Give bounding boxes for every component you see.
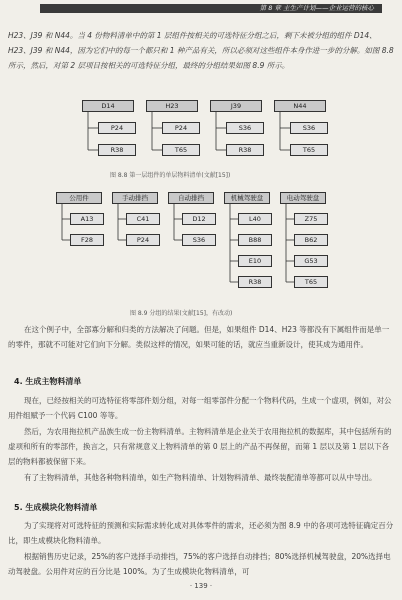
fig89-child-node: B62 xyxy=(294,234,328,246)
fig89-child-node: P24 xyxy=(126,234,160,246)
fig88-parent-node: H23 xyxy=(146,100,198,112)
section-5-heading: 5. 生成模块化物料清单 xyxy=(14,503,98,512)
fig89-child-node: S36 xyxy=(182,234,216,246)
fig89-child-node: G53 xyxy=(294,255,328,267)
fig89-child-node: E10 xyxy=(238,255,272,267)
paragraph-modular-bom-1: 为了实现将对可选特征的预测和实际需求转化成对具体零件的需求，还必须为图 8.9 中的各项可选特征确定百分比，即生成模块化物料清单。 xyxy=(8,521,394,545)
fig88-child-node: P24 xyxy=(162,122,200,134)
fig88-parent-node: D14 xyxy=(82,100,134,112)
fig89-parent-node: 手动排挡 xyxy=(112,192,158,204)
fig88-child-node: R38 xyxy=(226,144,264,156)
fig89-child-node: D12 xyxy=(182,213,216,225)
paragraph-master-bom-2: 然后，为农用拖拉机产品族生成一份主物料清单。主物料清单是企业关于农用拖拉机的数据库，其中包括所有的虚项和所有的零部件，换言之，只有常规意义上物料清单的第 0 层上的产品不再保留，而第 1 层以及第 1 层以下各层的物料都被保留下来。 xyxy=(8,427,392,466)
fig89-child-node: R38 xyxy=(238,276,272,288)
header-text: 第 8 章 主生产计划——企业运营的核心 xyxy=(259,4,374,12)
fig88-child-node: S36 xyxy=(290,122,328,134)
running-header xyxy=(0,0,402,15)
fig89-child-node: T65 xyxy=(294,276,328,288)
section-4-heading: 4. 生成主物料清单 xyxy=(14,377,82,386)
figure-8-8-caption: 图 8.8 第一层组件的单层物料清单(文献[15]) xyxy=(110,172,231,179)
fig88-child-node: T65 xyxy=(162,144,200,156)
paragraph-intro: H23、J39 和 N44。当 4 份物料清单中的第 1 层组件按相关的可选特征分组之后，剩下未被分组的组件 D14、H23、J39 和 N44，因为它们中的每一个都只和 1 种产品有关，所以必须对这些组件本身作进一步的分解。如图 8.8 所示，然后，对第 2 层项目按相关的可选特征分组，最终的分组结果如图 8.9 所示。 xyxy=(8,31,394,70)
fig89-child-node: A13 xyxy=(70,213,104,225)
paragraph-master-bom-3: 有了主物料清单，其他各种物料清单，如生产物料清单、计划物料清单、最终装配清单等都可以从中导出。 xyxy=(24,473,377,482)
fig89-child-node: C41 xyxy=(126,213,160,225)
page-number: · 139 · xyxy=(189,582,213,590)
paragraph-example: 在这个例子中，全部寡分解和归类的方法解决了问题。但是，如果组件 D14、H23 等都没有下属组件而是单一的零件，那就不可能对它们向下分解。类似这样的情况，如果可能的话，就应当重新设计，使其成为通用件。 xyxy=(8,325,390,349)
fig88-child-node: P24 xyxy=(98,122,136,134)
fig89-child-node: F28 xyxy=(70,234,104,246)
fig88-child-node: R38 xyxy=(98,144,136,156)
fig89-parent-node: 公用件 xyxy=(56,192,102,204)
fig89-child-node: Z75 xyxy=(294,213,328,225)
fig88-parent-node: J39 xyxy=(210,100,262,112)
fig88-parent-node: N44 xyxy=(274,100,326,112)
fig89-child-node: B88 xyxy=(238,234,272,246)
fig89-parent-node: 自动排挡 xyxy=(168,192,214,204)
fig89-parent-node: 电动驾驶盘 xyxy=(280,192,326,204)
paragraph-modular-bom-2: 根据销售历史记录，25%的客户选择手动排挡，75%的客户选择自动排挡；80%选择机械驾驶盘，20%选择电动驾驶盘。公用件对应的百分比是 100%。为了生成模块化物料清单，可 xyxy=(8,552,391,576)
fig89-parent-node: 机械驾驶盘 xyxy=(224,192,270,204)
fig88-child-node: S36 xyxy=(226,122,264,134)
paragraph-master-bom-1: 现在，已经按相关的可选特征将零部件划分组，对每一组零部件分配一个物料代码，生成一个虚项，例如，对公用件组赋予一个代码 C100 等等。 xyxy=(8,396,392,420)
figure-8-9-caption: 图 8.9 分组的结果(文献[15]，有改动) xyxy=(130,310,233,317)
fig88-child-node: T65 xyxy=(290,144,328,156)
fig89-child-node: L40 xyxy=(238,213,272,225)
